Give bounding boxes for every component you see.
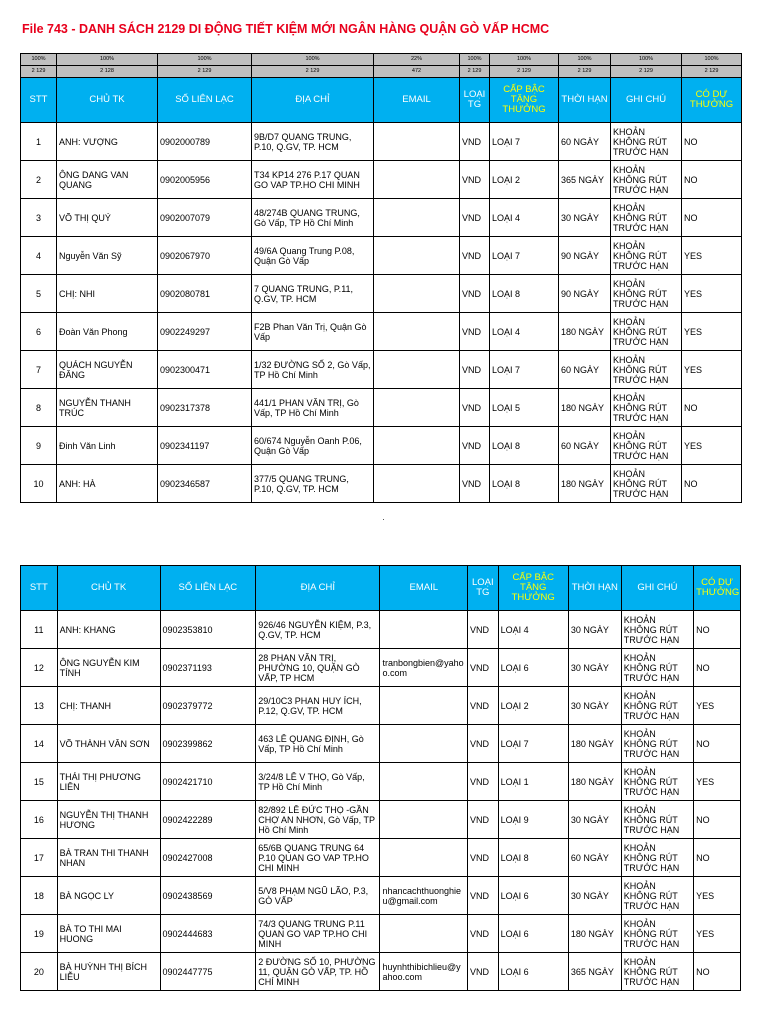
address-cell: 7 QUANG TRUNG, P.11, Q.GV, TP. HCM bbox=[252, 275, 374, 313]
phone-cell: 0902000789 bbox=[158, 123, 252, 161]
note-cell: KHOẢN KHÔNG RÚT TRƯỚC HẠN bbox=[611, 313, 682, 351]
address-cell: 74/3 QUANG TRUNG P.11 QUAN GO VAP TP.HO CHI MINH bbox=[256, 915, 380, 953]
table-row bbox=[21, 687, 741, 725]
level-cell: LOẠI 8 bbox=[498, 839, 568, 877]
account-holder-cell: QUÁCH NGUYỄN ĐĂNG bbox=[57, 351, 158, 389]
count-cell: 2 129 bbox=[460, 66, 490, 78]
stt-cell: 19 bbox=[21, 915, 58, 953]
email-cell bbox=[380, 611, 468, 649]
note-cell: KHOẢN KHÔNG RÚT TRƯỚC HẠN bbox=[621, 915, 693, 953]
table-row bbox=[21, 123, 742, 161]
phone-cell: 0902249297 bbox=[158, 313, 252, 351]
account-holder-cell: ÔNG NGUYỄN KIM TÍNH bbox=[57, 649, 160, 687]
email-cell bbox=[374, 351, 460, 389]
account-holder-cell: VÕ THÀNH VÂN SƠN bbox=[57, 725, 160, 763]
account-table-1 bbox=[20, 53, 742, 503]
header-co-du-thuong: CÓ DỰ THƯỞNG bbox=[694, 566, 741, 611]
phone-cell: 0902438569 bbox=[160, 877, 256, 915]
phone-cell: 0902444683 bbox=[160, 915, 256, 953]
table-row bbox=[21, 649, 741, 687]
term-cell: 30 NGÀY bbox=[568, 611, 621, 649]
page-title: File 743 - DANH SÁCH 2129 DI ĐỘNG TIẾT KIỆM MỚI NGÂN HÀNG QUẬN GÒ VẤP HCMC bbox=[22, 22, 550, 36]
currency-cell: VND bbox=[460, 465, 490, 503]
table-row bbox=[21, 877, 741, 915]
level-cell: LOẠI 9 bbox=[498, 801, 568, 839]
level-cell: LOẠI 4 bbox=[498, 611, 568, 649]
level-cell: LOẠI 7 bbox=[490, 123, 559, 161]
account-holder-cell: NGUYỄN THỊ THANH HƯƠNG bbox=[57, 801, 160, 839]
prize-cell: YES bbox=[694, 763, 741, 801]
level-cell: LOẠI 6 bbox=[498, 877, 568, 915]
level-cell: LOẠI 6 bbox=[498, 953, 568, 991]
phone-cell: 0902007079 bbox=[158, 199, 252, 237]
stt-cell: 15 bbox=[21, 763, 58, 801]
term-cell: 30 NGÀY bbox=[568, 877, 621, 915]
term-cell: 180 NGÀY bbox=[559, 389, 611, 427]
note-cell: KHOẢN KHÔNG RÚT TRƯỚC HẠN bbox=[621, 839, 693, 877]
header-loai-tg: LOẠI TG bbox=[460, 78, 490, 123]
term-cell: 180 NGÀY bbox=[568, 763, 621, 801]
address-cell: 2 ĐƯỜNG SỐ 10, PHƯỜNG 11, QUẬN GÒ VẤP, TP. HỒ CHÍ MINH bbox=[256, 953, 380, 991]
address-cell: 463 LÊ QUANG ĐỊNH, Gò Vấp, TP Hồ Chí Minh bbox=[256, 725, 380, 763]
account-holder-cell: Đoàn Văn Phong bbox=[57, 313, 158, 351]
level-cell: LOẠI 8 bbox=[490, 275, 559, 313]
table-row bbox=[21, 725, 741, 763]
phone-cell: 0902399862 bbox=[160, 725, 256, 763]
email-cell bbox=[374, 275, 460, 313]
count-cell: 2 129 bbox=[21, 66, 57, 78]
header-cap-bac: CẤP BẬC TẶNG THƯỞNG bbox=[498, 566, 568, 611]
table-row bbox=[21, 465, 742, 503]
address-cell: 441/1 PHAN VĂN TRỊ, Gò Vấp, TP Hồ Chí Minh bbox=[252, 389, 374, 427]
header-so-lien-lac: SỐ LIÊN LẠC bbox=[160, 566, 256, 611]
note-cell: KHOẢN KHÔNG RÚT TRƯỚC HẠN bbox=[611, 389, 682, 427]
level-cell: LOẠI 7 bbox=[490, 351, 559, 389]
prize-cell: YES bbox=[694, 877, 741, 915]
header-row bbox=[21, 78, 742, 123]
address-cell: 3/24/8 LÊ V THỌ, Gò Vấp, TP Hồ Chí Minh bbox=[256, 763, 380, 801]
address-cell: T34 KP14 276 P.17 QUAN GO VAP TP.HO CHI MINH bbox=[252, 161, 374, 199]
address-cell: 28 PHAN VĂN TRỊ, PHƯỜNG 10, QUẬN GÒ VẤP, TP HCM bbox=[256, 649, 380, 687]
note-cell: KHOẢN KHÔNG RÚT TRƯỚC HẠN bbox=[611, 199, 682, 237]
percent-row bbox=[21, 54, 742, 66]
stt-cell: 12 bbox=[21, 649, 58, 687]
address-cell: 1/32 ĐƯỜNG SỐ 2, Gò Vấp, TP Hồ Chí Minh bbox=[252, 351, 374, 389]
term-cell: 180 NGÀY bbox=[559, 313, 611, 351]
note-cell: KHOẢN KHÔNG RÚT TRƯỚC HẠN bbox=[621, 763, 693, 801]
currency-cell: VND bbox=[460, 389, 490, 427]
email-cell bbox=[380, 763, 468, 801]
account-holder-cell: BÀ TO THI MAI HUONG bbox=[57, 915, 160, 953]
currency-cell: VND bbox=[468, 877, 499, 915]
currency-cell: VND bbox=[460, 313, 490, 351]
term-cell: 365 NGÀY bbox=[559, 161, 611, 199]
count-row bbox=[21, 66, 742, 78]
email-cell bbox=[374, 123, 460, 161]
count-cell: 2 128 bbox=[57, 66, 158, 78]
note-cell: KHOẢN KHÔNG RÚT TRƯỚC HẠN bbox=[621, 801, 693, 839]
stt-cell: 6 bbox=[21, 313, 57, 351]
level-cell: LOẠI 6 bbox=[498, 915, 568, 953]
header-row bbox=[21, 566, 741, 611]
address-cell: 9B/D7 QUANG TRUNG, P.10, Q.GV, TP. HCM bbox=[252, 123, 374, 161]
currency-cell: VND bbox=[468, 687, 499, 725]
header-email: EMAIL bbox=[380, 566, 468, 611]
level-cell: LOẠI 4 bbox=[490, 199, 559, 237]
stt-cell: 1 bbox=[21, 123, 57, 161]
header-thoi-han: THỜI HẠN bbox=[559, 78, 611, 123]
address-cell: 49/6A Quang Trung P.08, Quận Gò Vấp bbox=[252, 237, 374, 275]
email-cell: huynhthibichlieu@yahoo.com bbox=[380, 953, 468, 991]
address-cell: 29/10C3 PHAN HUY ÍCH, P.12, Q.GV, TP. HCM bbox=[256, 687, 380, 725]
stt-cell: 8 bbox=[21, 389, 57, 427]
note-cell: KHOẢN KHÔNG RÚT TRƯỚC HẠN bbox=[611, 123, 682, 161]
prize-cell: NO bbox=[694, 839, 741, 877]
header-loai-tg: LOẠI TG bbox=[468, 566, 499, 611]
header-chu-tk: CHỦ TK bbox=[57, 566, 160, 611]
stt-cell: 9 bbox=[21, 427, 57, 465]
term-cell: 30 NGÀY bbox=[559, 199, 611, 237]
percent-cell: 100% bbox=[158, 54, 252, 66]
stt-cell: 2 bbox=[21, 161, 57, 199]
account-holder-cell: BÀ NGỌC LY bbox=[57, 877, 160, 915]
email-cell bbox=[374, 465, 460, 503]
stt-cell: 13 bbox=[21, 687, 58, 725]
prize-cell: NO bbox=[682, 161, 742, 199]
level-cell: LOẠI 8 bbox=[490, 427, 559, 465]
header-chu-tk: CHỦ TK bbox=[57, 78, 158, 123]
stt-cell: 17 bbox=[21, 839, 58, 877]
email-cell bbox=[380, 839, 468, 877]
stt-cell: 10 bbox=[21, 465, 57, 503]
currency-cell: VND bbox=[468, 839, 499, 877]
percent-cell: 22% bbox=[374, 54, 460, 66]
count-cell: 2 129 bbox=[158, 66, 252, 78]
email-cell bbox=[374, 199, 460, 237]
table-row bbox=[21, 389, 742, 427]
address-cell: 82/892 LÊ ĐỨC THỌ -GẦN CHỢ AN NHƠN, Gò Vấp, TP Hồ Chí Minh bbox=[256, 801, 380, 839]
phone-cell: 0902341197 bbox=[158, 427, 252, 465]
prize-cell: NO bbox=[694, 649, 741, 687]
prize-cell: NO bbox=[682, 465, 742, 503]
header-co-du-thuong: CÓ DỰ THƯỞNG bbox=[682, 78, 742, 123]
email-cell bbox=[374, 237, 460, 275]
term-cell: 90 NGÀY bbox=[559, 237, 611, 275]
stt-cell: 3 bbox=[21, 199, 57, 237]
note-cell: KHOẢN KHÔNG RÚT TRƯỚC HẠN bbox=[611, 351, 682, 389]
stt-cell: 5 bbox=[21, 275, 57, 313]
address-cell: 65/6B QUANG TRUNG 64 P.10 QUAN GO VAP TP.HO CHI MINH bbox=[256, 839, 380, 877]
account-holder-cell: Đinh Văn Linh bbox=[57, 427, 158, 465]
percent-cell: 100% bbox=[559, 54, 611, 66]
level-cell: LOẠI 2 bbox=[498, 687, 568, 725]
note-cell: KHOẢN KHÔNG RÚT TRƯỚC HẠN bbox=[621, 725, 693, 763]
currency-cell: VND bbox=[460, 199, 490, 237]
account-holder-cell: BÀ HUỲNH THỊ BÍCH LIỄU bbox=[57, 953, 160, 991]
table-row bbox=[21, 275, 742, 313]
header-ghi-chu: GHI CHÚ bbox=[621, 566, 693, 611]
table-row bbox=[21, 161, 742, 199]
term-cell: 180 NGÀY bbox=[568, 725, 621, 763]
term-cell: 30 NGÀY bbox=[568, 649, 621, 687]
table-row bbox=[21, 839, 741, 877]
account-holder-cell: VÕ THỊ QUÝ bbox=[57, 199, 158, 237]
stt-cell: 11 bbox=[21, 611, 58, 649]
currency-cell: VND bbox=[468, 915, 499, 953]
currency-cell: VND bbox=[460, 161, 490, 199]
note-cell: KHOẢN KHÔNG RÚT TRƯỚC HẠN bbox=[611, 275, 682, 313]
percent-cell: 100% bbox=[252, 54, 374, 66]
count-cell: 2 129 bbox=[252, 66, 374, 78]
table-row bbox=[21, 953, 741, 991]
percent-cell: 100% bbox=[57, 54, 158, 66]
count-cell: 2 129 bbox=[490, 66, 559, 78]
level-cell: LOẠI 6 bbox=[498, 649, 568, 687]
separator-dot bbox=[383, 519, 384, 520]
email-cell bbox=[374, 427, 460, 465]
email-cell bbox=[374, 389, 460, 427]
prize-cell: YES bbox=[682, 427, 742, 465]
prize-cell: NO bbox=[694, 801, 741, 839]
header-cap-bac: CẤP BẬC TẶNG THƯỞNG bbox=[490, 78, 559, 123]
prize-cell: YES bbox=[682, 351, 742, 389]
account-holder-cell: CHỊ: NHI bbox=[57, 275, 158, 313]
email-cell bbox=[380, 725, 468, 763]
account-holder-cell: THÁI THỊ PHƯƠNG LIÊN bbox=[57, 763, 160, 801]
header-dia-chi: ĐỊA CHỈ bbox=[252, 78, 374, 123]
prize-cell: NO bbox=[682, 123, 742, 161]
level-cell: LOẠI 7 bbox=[498, 725, 568, 763]
phone-cell: 0902067970 bbox=[158, 237, 252, 275]
phone-cell: 0902346587 bbox=[158, 465, 252, 503]
address-cell: 926/46 NGUYỄN KIỆM, P.3, Q.GV, TP. HCM bbox=[256, 611, 380, 649]
term-cell: 60 NGÀY bbox=[559, 351, 611, 389]
currency-cell: VND bbox=[460, 351, 490, 389]
phone-cell: 0902300471 bbox=[158, 351, 252, 389]
table-row bbox=[21, 611, 741, 649]
prize-cell: NO bbox=[694, 725, 741, 763]
header-ghi-chu: GHI CHÚ bbox=[611, 78, 682, 123]
header-so-lien-lac: SỐ LIÊN LẠC bbox=[158, 78, 252, 123]
prize-cell: NO bbox=[694, 953, 741, 991]
level-cell: LOẠI 4 bbox=[490, 313, 559, 351]
currency-cell: VND bbox=[468, 801, 499, 839]
table-row bbox=[21, 915, 741, 953]
account-holder-cell: Nguyễn Văn Sỹ bbox=[57, 237, 158, 275]
address-cell: 377/5 QUANG TRUNG, P.10, Q.GV, TP. HCM bbox=[252, 465, 374, 503]
phone-cell: 0902427008 bbox=[160, 839, 256, 877]
currency-cell: VND bbox=[460, 427, 490, 465]
email-cell bbox=[374, 313, 460, 351]
term-cell: 30 NGÀY bbox=[568, 801, 621, 839]
prize-cell: NO bbox=[682, 389, 742, 427]
account-holder-cell: BÀ TRAN THI THANH NHAN bbox=[57, 839, 160, 877]
address-cell: 5/V8 PHẠM NGŨ LÃO, P.3, GÒ VẤP bbox=[256, 877, 380, 915]
term-cell: 60 NGÀY bbox=[559, 123, 611, 161]
currency-cell: VND bbox=[468, 611, 499, 649]
currency-cell: VND bbox=[460, 237, 490, 275]
stt-cell: 7 bbox=[21, 351, 57, 389]
header-thoi-han: THỜI HẠN bbox=[568, 566, 621, 611]
count-cell: 2 129 bbox=[682, 66, 742, 78]
percent-cell: 100% bbox=[611, 54, 682, 66]
email-cell bbox=[380, 687, 468, 725]
level-cell: LOẠI 7 bbox=[490, 237, 559, 275]
table-row bbox=[21, 199, 742, 237]
currency-cell: VND bbox=[468, 763, 499, 801]
table-row bbox=[21, 763, 741, 801]
percent-cell: 100% bbox=[490, 54, 559, 66]
phone-cell: 0902422289 bbox=[160, 801, 256, 839]
header-email: EMAIL bbox=[374, 78, 460, 123]
account-table-2 bbox=[20, 565, 741, 991]
email-cell: nhancachthuonghieu@gmail.com bbox=[380, 877, 468, 915]
table-row bbox=[21, 351, 742, 389]
note-cell: KHOẢN KHÔNG RÚT TRƯỚC HẠN bbox=[611, 427, 682, 465]
term-cell: 180 NGÀY bbox=[568, 915, 621, 953]
stt-cell: 14 bbox=[21, 725, 58, 763]
address-cell: 60/674 Nguyễn Oanh P.06, Quận Gò Vấp bbox=[252, 427, 374, 465]
level-cell: LOẠI 5 bbox=[490, 389, 559, 427]
email-cell: tranbongbien@yahoo.com bbox=[380, 649, 468, 687]
note-cell: KHOẢN KHÔNG RÚT TRƯỚC HẠN bbox=[611, 465, 682, 503]
table-row bbox=[21, 427, 742, 465]
term-cell: 60 NGÀY bbox=[568, 839, 621, 877]
term-cell: 60 NGÀY bbox=[559, 427, 611, 465]
prize-cell: NO bbox=[694, 611, 741, 649]
header-stt: STT bbox=[21, 78, 57, 123]
level-cell: LOẠI 1 bbox=[498, 763, 568, 801]
prize-cell: YES bbox=[694, 915, 741, 953]
percent-cell: 100% bbox=[682, 54, 742, 66]
phone-cell: 0902317378 bbox=[158, 389, 252, 427]
prize-cell: YES bbox=[682, 275, 742, 313]
phone-cell: 0902379772 bbox=[160, 687, 256, 725]
address-cell: F2B Phan Văn Trị, Quận Gò Vấp bbox=[252, 313, 374, 351]
level-cell: LOẠI 8 bbox=[490, 465, 559, 503]
table-row bbox=[21, 313, 742, 351]
account-holder-cell: NGUYỄN THANH TRÚC bbox=[57, 389, 158, 427]
email-cell bbox=[380, 801, 468, 839]
email-cell bbox=[374, 161, 460, 199]
stt-cell: 18 bbox=[21, 877, 58, 915]
note-cell: KHOẢN KHÔNG RÚT TRƯỚC HẠN bbox=[611, 237, 682, 275]
account-holder-cell: ANH: VƯỢNG bbox=[57, 123, 158, 161]
currency-cell: VND bbox=[468, 725, 499, 763]
term-cell: 30 NGÀY bbox=[568, 687, 621, 725]
term-cell: 365 NGÀY bbox=[568, 953, 621, 991]
level-cell: LOẠI 2 bbox=[490, 161, 559, 199]
address-cell: 48/274B QUANG TRUNG, Gò Vấp, TP Hồ Chí Minh bbox=[252, 199, 374, 237]
term-cell: 90 NGÀY bbox=[559, 275, 611, 313]
account-holder-cell: ÔNG DANG VAN QUANG bbox=[57, 161, 158, 199]
currency-cell: VND bbox=[460, 123, 490, 161]
stt-cell: 20 bbox=[21, 953, 58, 991]
account-holder-cell: ANH: HÀ bbox=[57, 465, 158, 503]
count-cell: 472 bbox=[374, 66, 460, 78]
stt-cell: 4 bbox=[21, 237, 57, 275]
note-cell: KHOẢN KHÔNG RÚT TRƯỚC HẠN bbox=[621, 877, 693, 915]
prize-cell: YES bbox=[694, 687, 741, 725]
phone-cell: 0902447775 bbox=[160, 953, 256, 991]
currency-cell: VND bbox=[468, 953, 499, 991]
percent-cell: 100% bbox=[460, 54, 490, 66]
currency-cell: VND bbox=[460, 275, 490, 313]
note-cell: KHOẢN KHÔNG RÚT TRƯỚC HẠN bbox=[611, 161, 682, 199]
count-cell: 2 129 bbox=[559, 66, 611, 78]
table-row bbox=[21, 801, 741, 839]
term-cell: 180 NGÀY bbox=[559, 465, 611, 503]
currency-cell: VND bbox=[468, 649, 499, 687]
phone-cell: 0902005956 bbox=[158, 161, 252, 199]
note-cell: KHOẢN KHÔNG RÚT TRƯỚC HẠN bbox=[621, 953, 693, 991]
phone-cell: 0902080781 bbox=[158, 275, 252, 313]
note-cell: KHOẢN KHÔNG RÚT TRƯỚC HẠN bbox=[621, 649, 693, 687]
stt-cell: 16 bbox=[21, 801, 58, 839]
prize-cell: NO bbox=[682, 199, 742, 237]
phone-cell: 0902353810 bbox=[160, 611, 256, 649]
percent-cell: 100% bbox=[21, 54, 57, 66]
phone-cell: 0902371193 bbox=[160, 649, 256, 687]
table-row bbox=[21, 237, 742, 275]
header-dia-chi: ĐỊA CHỈ bbox=[256, 566, 380, 611]
prize-cell: YES bbox=[682, 237, 742, 275]
header-stt: STT bbox=[21, 566, 58, 611]
phone-cell: 0902421710 bbox=[160, 763, 256, 801]
note-cell: KHOẢN KHÔNG RÚT TRƯỚC HẠN bbox=[621, 687, 693, 725]
note-cell: KHOẢN KHÔNG RÚT TRƯỚC HẠN bbox=[621, 611, 693, 649]
count-cell: 2 129 bbox=[611, 66, 682, 78]
account-holder-cell: CHỊ: THANH bbox=[57, 687, 160, 725]
email-cell bbox=[380, 915, 468, 953]
account-holder-cell: ANH: KHANG bbox=[57, 611, 160, 649]
prize-cell: YES bbox=[682, 313, 742, 351]
